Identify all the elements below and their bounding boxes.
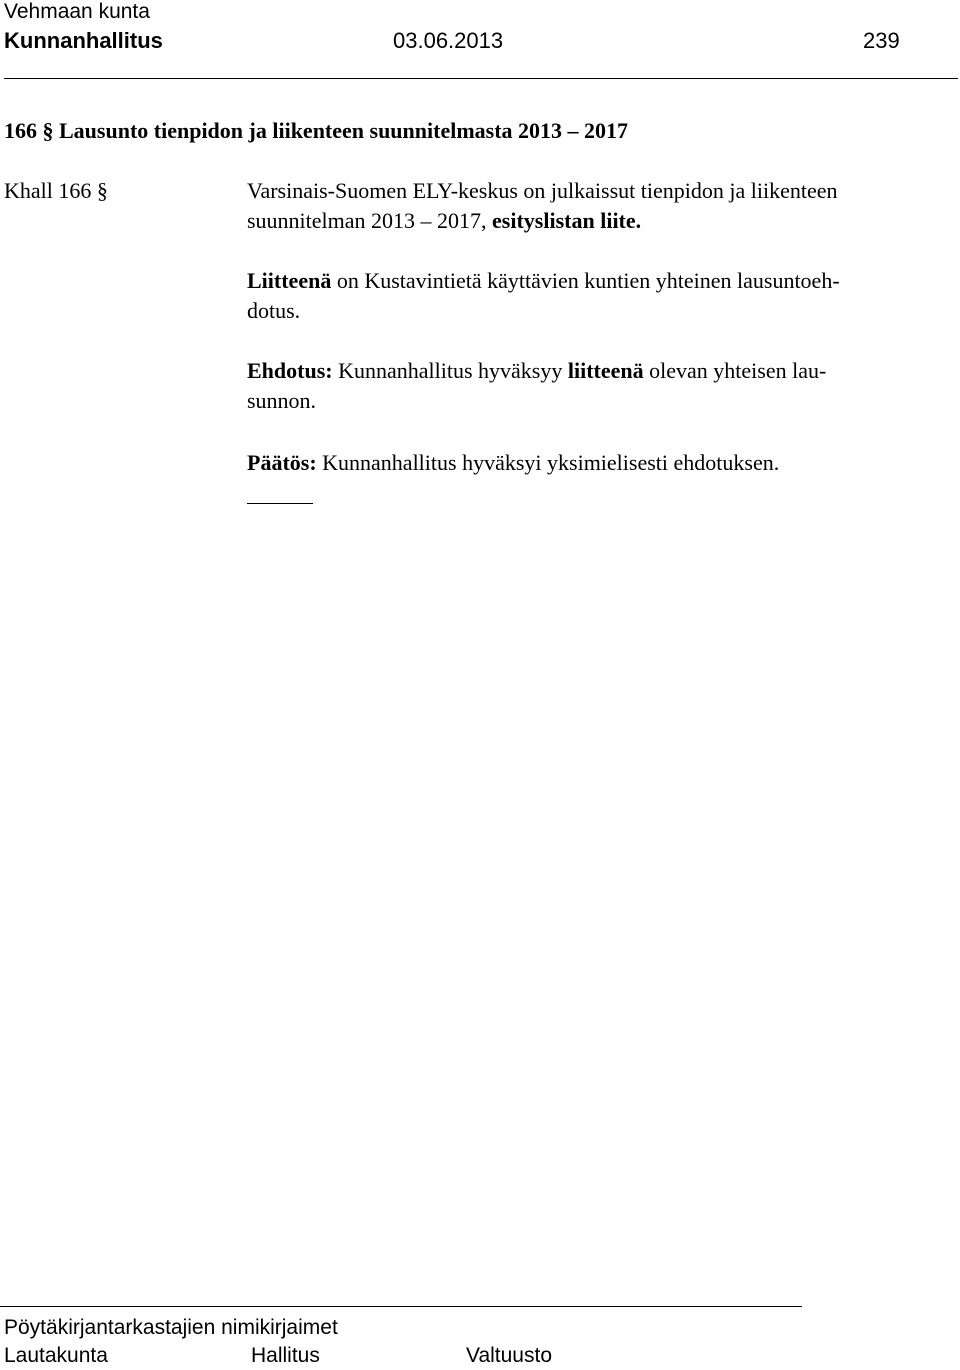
footer-col-council: Valtuusto <box>466 1344 552 1367</box>
attachment-reference: esityslistan liite. <box>492 208 642 233</box>
paragraph-1-line-1: Varsinais-Suomen ELY-keskus on julkaissut tienpidon ja liikenteen <box>247 178 838 203</box>
proposal-text-1: Kunnanhallitus hyväksyy <box>332 358 568 383</box>
end-marker-line <box>247 503 313 504</box>
footer-divider <box>0 1306 802 1307</box>
paragraph-1-text: suunnitelman 2013 – 2017, <box>247 208 493 233</box>
footer-col-government: Hallitus <box>251 1344 320 1367</box>
footer-col-board: Lautakunta <box>4 1344 108 1367</box>
proposal-attachment: liitteenä <box>567 358 644 383</box>
proposal-text-2: olevan yhteisen lau- <box>643 358 827 383</box>
header-divider <box>4 78 958 79</box>
municipality-name: Vehmaan kunta <box>4 0 150 23</box>
proposal-line-2: sunnon. <box>247 388 317 413</box>
proposal-label: Ehdotus: <box>247 358 333 383</box>
page-number: 239 <box>863 28 900 53</box>
section-reference: Khall 166 § <box>4 178 108 203</box>
decision-line <box>247 450 779 476</box>
decision-label: Päätös: <box>247 450 317 475</box>
paragraph-2-text: on Kustavintietä käyttävien kuntien yhteinen lausuntoeh- <box>331 268 840 293</box>
section-title: 166 § Lausunto tienpidon ja liikenteen suunnitelmasta 2013 – 2017 <box>4 118 629 143</box>
proposal-line-1 <box>247 358 826 384</box>
board-name: Kunnanhallitus <box>4 28 163 53</box>
paragraph-1-line-2 <box>247 208 641 234</box>
decision-text: Kunnanhallitus hyväksyi yksimielisesti ehdotuksen. <box>316 450 780 475</box>
paragraph-2-line-1 <box>247 268 840 294</box>
meeting-date: 03.06.2013 <box>393 28 504 53</box>
paragraph-2-line-2: dotus. <box>247 298 301 323</box>
attachment-label: Liitteenä <box>247 268 332 293</box>
signatures-label: Pöytäkirjantarkastajien nimikirjaimet <box>4 1316 338 1339</box>
